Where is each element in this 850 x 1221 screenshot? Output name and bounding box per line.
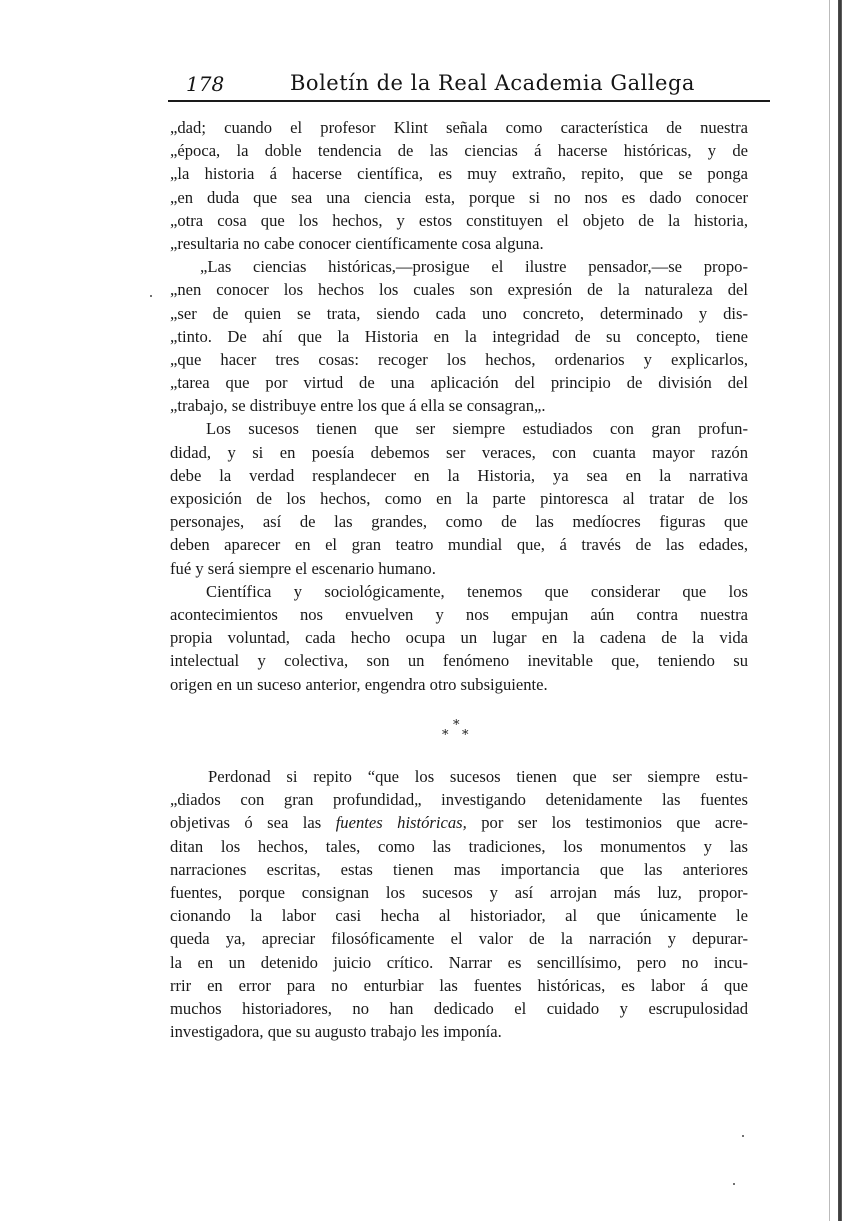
text-run: la en un detenido juicio crítico. Narrar es sencillísimo, pero no incu- [170,952,748,972]
running-header [168,68,770,102]
text-line: „nen conocer los hechos los cuales son expresión de la naturaleza del [170,280,748,300]
asterism-star-left: * [442,728,449,743]
text-line: „en duda que sea una ciencia esta, porque si no nos es dado conocer [170,187,748,207]
text-run: fuentes, porque consignan los sucesos y así arrojan más luz, propor- [170,882,748,902]
text-line [170,951,748,974]
text-line: „trabajo, se distribuye entre los que á ella se consagran„. [170,396,546,416]
text-line: „que hacer tres cosas: recoger los hechos, ordenarios y explicarlos, [170,349,748,369]
text-line [170,904,748,927]
text-line: fué y será siempre el escenario humano. [170,558,436,578]
text-line: „tinto. De ahí que la Historia en la integridad de su concepto, tiene [170,326,748,346]
asterism-star-right: * [462,728,469,743]
text-line: personajes, así de las grandes, como de las medíocres figuras que [170,512,748,532]
body-text-section-2 [170,765,748,1043]
text-line: „la historia á hacerse científica, es muy extraño, repito, que se ponga [170,164,748,184]
text-run: narraciones escritas, estas tienen mas importancia que las anteriores [170,859,748,879]
text-line [170,974,748,997]
text-line [170,927,748,950]
text-line: Los sucesos tienen que ser siempre estudiados con gran profun- [206,419,748,439]
text-run: queda ya, apreciar filosóficamente el valor de la narración y depurar- [170,929,748,949]
text-line: exposición de los hechos, como en la parte pintoresca al tratar de los [170,489,748,508]
text-line: „otra cosa que los hechos, y estos constituyen el objeto de la historia, [170,210,748,230]
page-edge-line [829,0,830,1221]
page-number: 178 [186,72,225,96]
text-line: didad, y si en poesía debemos ser veraces, con cuanta mayor razón [170,442,748,462]
text-run: por ser los testimonios que acre- [466,813,748,833]
text-line: deben aparecer en el gran teatro mundial que, á través de las edades, [170,535,748,555]
page-edge-shadow [838,0,842,1221]
scan-speck [742,1135,744,1137]
text-run: Perdonad si repito “que los sucesos tienen que ser siempre estu- [208,767,748,786]
scan-speck [733,1183,735,1185]
text-line [170,788,748,811]
text-run: rrir en error para no enturbiar las fuentes históricas, es labor á que [170,975,748,995]
text-line [170,765,748,788]
text-line [170,997,748,1020]
body-text-section-1 [170,116,748,696]
text-line: propia voluntad, cada hecho ocupa un lugar en la cadena de la vida [170,628,748,648]
text-run: investigadora, que su augusto trabajo les imponía. [170,1022,502,1042]
text-line: Científica y sociológicamente, tenemos que considerar que los [206,581,748,601]
text-line: acontecimientos nos envuelven y nos empujan aún contra nuestra [170,604,748,624]
text-run: cionando la labor casi hecha al historiador, al que únicamente le [170,906,748,926]
text-line [170,835,748,858]
text-run: ditan los hechos, tales, como las tradiciones, los monumentos y las [170,836,748,856]
text-line: „ser de quien se trata, siendo cada uno concreto, determinado y dis- [170,303,748,323]
italic-text-run: fuentes históricas, [335,813,467,833]
text-line: „resultaria no cabe conocer científicamente cosa alguna. [170,233,544,253]
text-line: intelectual y colectiva, son un fenómeno inevitable que, teniendo su [170,651,748,671]
text-run: muchos historiadores, no han dedicado el cuidado y escrupulosidad [170,998,748,1018]
text-line: „época, la doble tendencia de las ciencias á hacerse históricas, y de [170,141,748,161]
text-line: „tarea que por virtud de una aplicación del principio de división del [170,373,748,393]
text-run: „diados con gran profundidad„ investigando detenidamente las fuentes [170,790,748,810]
text-line [170,858,748,881]
asterism-star-top: * [453,718,460,733]
text-line: origen en un suceso anterior, engendra otro subsiguiente. [170,674,548,694]
text-line: „Las ciencias históricas,—prosigue el ilustre pensador,—se propo- [200,257,748,277]
text-line [170,1020,748,1043]
scan-speck [150,295,152,297]
text-line [170,881,748,904]
text-line: „dad; cuando el profesor Klint señala como característica de nuestra [170,118,748,137]
text-line: debe la verdad resplandecer en la Historia, ya sea en la narrativa [170,465,748,485]
text-run: objetivas ó sea las [170,813,336,833]
section-asterism [440,718,480,748]
journal-title: Boletín de la Real Academia Gallega [290,71,695,95]
text-line [170,811,748,834]
